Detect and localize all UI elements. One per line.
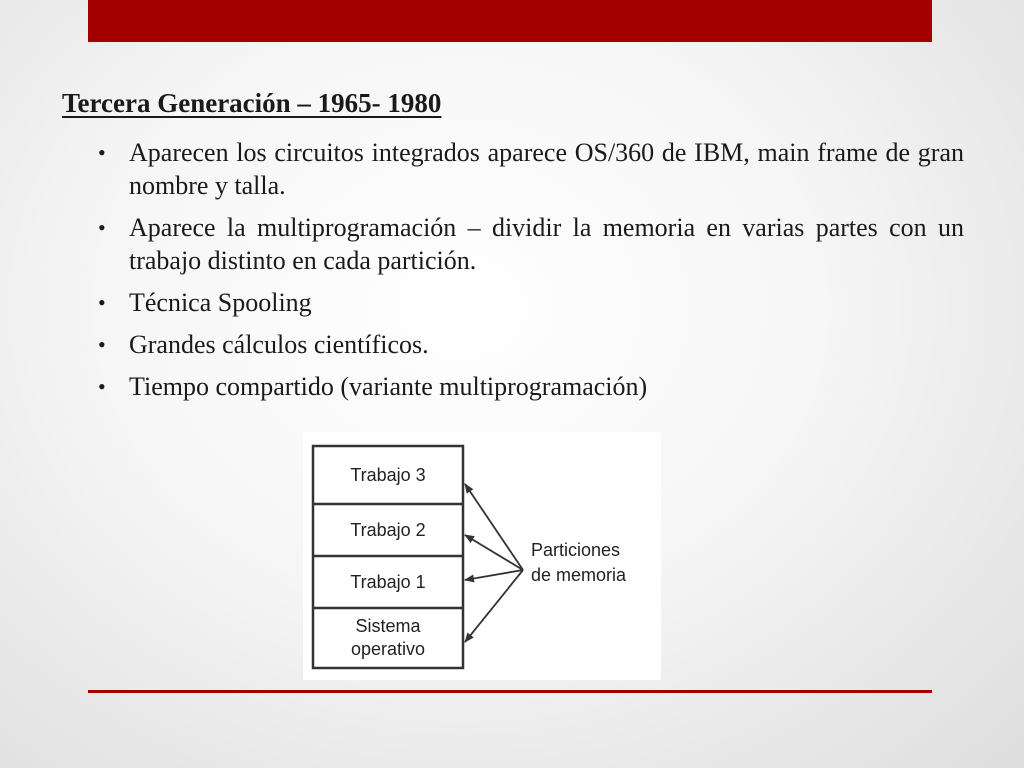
bullet-text: Tiempo compartido (variante multiprogramación) bbox=[129, 372, 648, 401]
bullet-icon: • bbox=[98, 374, 106, 399]
memory-partition-diagram bbox=[303, 432, 661, 680]
bullet-item bbox=[98, 370, 964, 403]
bullet-list bbox=[98, 136, 964, 412]
diagram-canvas bbox=[303, 432, 661, 680]
bullet-item bbox=[98, 136, 964, 202]
bullet-text: Aparece la multiprogramación – dividir la memoria en varias partes con un trabajo distinto en cada partición. bbox=[129, 213, 964, 275]
partition-label: operativo bbox=[350, 639, 426, 659]
bullet-icon: • bbox=[98, 215, 106, 240]
partition-label: Trabajo 2 bbox=[350, 520, 426, 540]
bullet-item bbox=[98, 328, 964, 361]
header-accent-bar bbox=[88, 0, 932, 42]
bullet-icon: • bbox=[98, 332, 106, 357]
footer-accent-line bbox=[88, 690, 932, 693]
bullet-text: Aparecen los circuitos integrados aparece OS/360 de IBM, main frame de gran nombre y talla. bbox=[129, 138, 964, 200]
partitions-label: de memoria bbox=[531, 565, 627, 585]
bullet-text: Técnica Spooling bbox=[129, 288, 312, 317]
partitions-label: Particiones bbox=[531, 540, 621, 560]
arrow-icon bbox=[465, 535, 523, 570]
bullet-icon: • bbox=[98, 140, 106, 165]
arrow-icon bbox=[465, 484, 523, 570]
partition-label: Trabajo 3 bbox=[350, 465, 426, 485]
slide-title: Tercera Generación – 1965- 1980 bbox=[62, 88, 442, 118]
arrow-icon bbox=[465, 570, 523, 642]
arrow-icon bbox=[465, 570, 523, 580]
partition-label: Sistema bbox=[355, 616, 421, 636]
partition-label: Trabajo 1 bbox=[350, 572, 426, 592]
bullet-item bbox=[98, 286, 964, 319]
bullet-text: Grandes cálculos científicos. bbox=[129, 330, 429, 359]
bullet-icon: • bbox=[98, 290, 106, 315]
bullet-item bbox=[98, 211, 964, 277]
